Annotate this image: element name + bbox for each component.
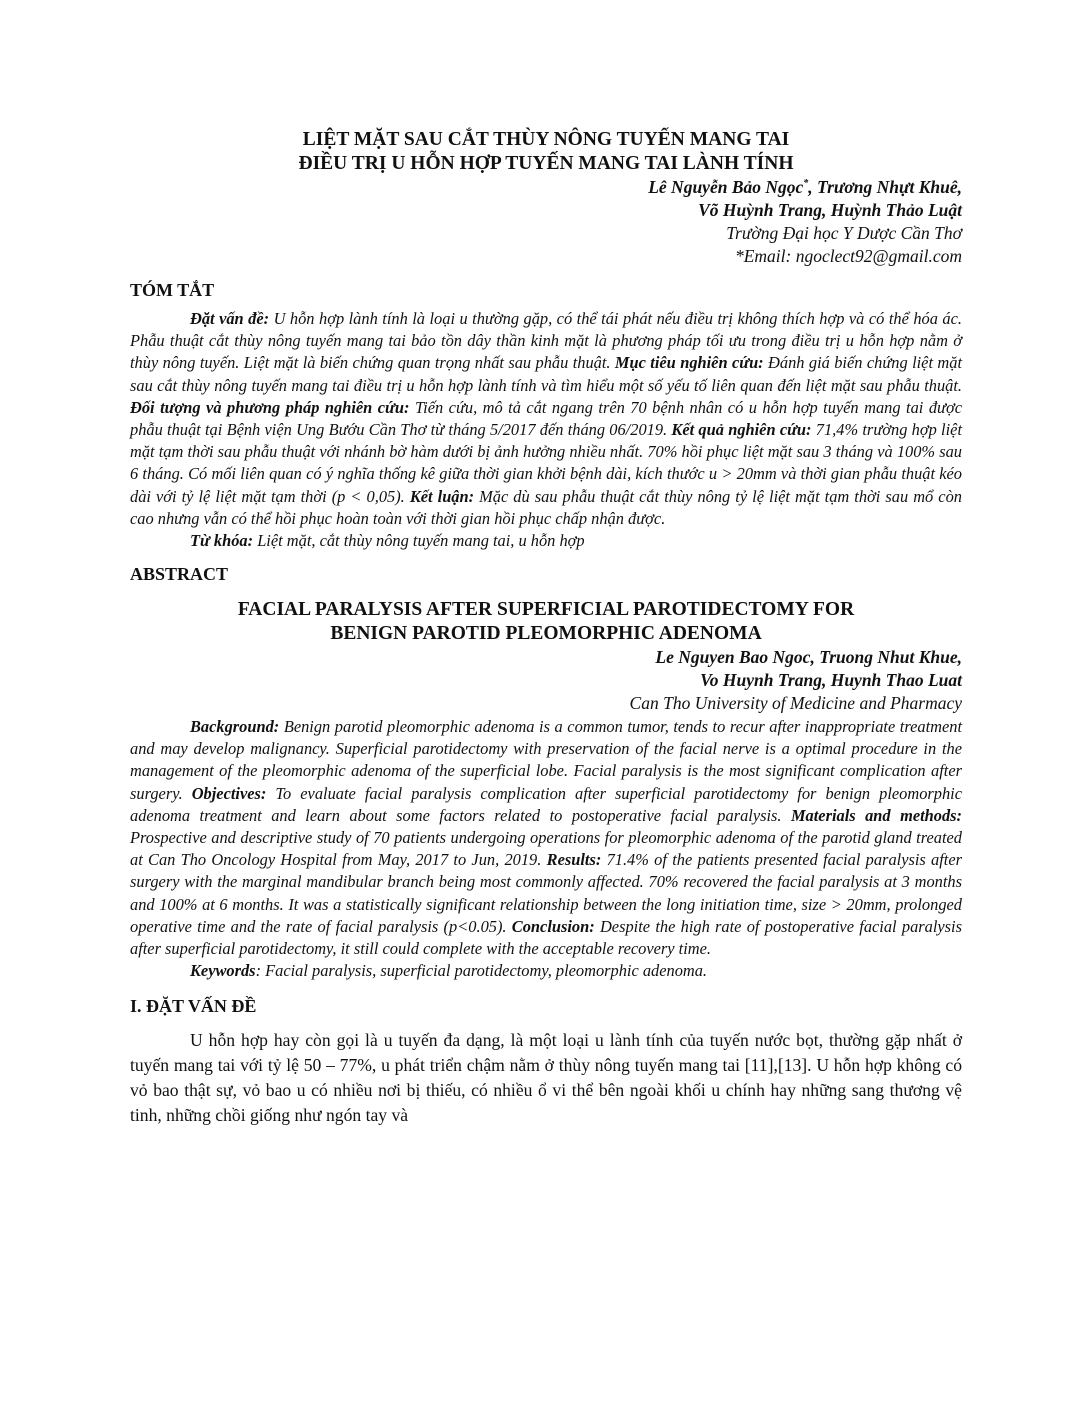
en-title bbox=[130, 598, 962, 646]
vn-conclusion-text: Mặc dù sau phẫu thuật cắt thùy nông tỷ lệ liệt mặt tạm thời sau mổ còn cao nhưng vẫn có thể hồi phục hoàn toàn với thời gian hồi phục chấp nhận được. bbox=[130, 486, 962, 528]
en-authors-line1: Le Nguyen Bao Ngoc, Truong Nhut Khue, bbox=[655, 647, 962, 668]
en-methods-label: Materials and methods: bbox=[790, 805, 962, 825]
en-abstract-paragraph bbox=[130, 716, 962, 960]
vn-background-text: U hỗn hợp lành tính là loại u thường gặp, có thể tái phát nếu điều trị không thích hợp và có thể hóa ác. Phẫu thuật cắt thùy nông tuyến mang tai bảo tồn dây thần kinh mặt là phương pháp tối ưu trong điều trị u hỗn hợp nằm ở thùy nông tuyến. Liệt mặt là biến chứng quan trọng nhất sau phẫu thuật. bbox=[130, 309, 962, 373]
vn-abstract-paragraph bbox=[130, 308, 962, 530]
vn-conclusion-label: Kết luận: bbox=[409, 486, 475, 506]
vn-objectives-label: Mục tiêu nghiên cứu: bbox=[614, 353, 764, 373]
summary-heading: TÓM TẮT bbox=[130, 280, 215, 300]
en-results-label: Results: bbox=[546, 850, 602, 870]
vn-methods-text: Tiến cứu, mô tả cắt ngang trên 70 bệnh nhân có u hỗn hợp tuyến mang tai được phẫu thuật tại Bệnh viện Ung Bướu Cần Thơ từ tháng 5/2017 đến tháng 06/2019. bbox=[130, 397, 962, 440]
en-conclusion-text: Despite the high rate of postoperative facial paralysis after superficial parotidectomy, it still could complete with the acceptable recovery time. bbox=[130, 916, 962, 959]
vn-keywords bbox=[130, 530, 962, 552]
corresponding-mark: * bbox=[803, 178, 809, 190]
en-title-line2: BENIGN PAROTID PLEOMORPHIC ADENOMA bbox=[330, 623, 762, 645]
en-background-label: Background: bbox=[190, 717, 280, 737]
en-methods-text: Prospective and descriptive study of 70 patients undergoing operations for pleomorphic adenoma of the parotid gland treated at Can Tho Oncology Hospital from May, 2017 to Jun, 2019. bbox=[130, 828, 962, 870]
en-authors bbox=[130, 646, 962, 692]
vn-authors bbox=[130, 176, 962, 222]
en-keywords-label: Keywords bbox=[190, 961, 256, 981]
paper-page bbox=[130, 128, 962, 1128]
en-affiliation: Can Tho University of Medicine and Pharmacy bbox=[629, 693, 962, 714]
vn-title bbox=[130, 128, 962, 176]
vn-methods-label: Đối tượng và phương pháp nghiên cứu: bbox=[130, 397, 410, 417]
en-objectives-label: Objectives: bbox=[191, 783, 267, 803]
en-keywords bbox=[130, 960, 962, 982]
vn-authors-rest: , Trương Nhựt Khuê, bbox=[808, 177, 962, 197]
en-authors-line2: Vo Huynh Trang, Huynh Thao Luat bbox=[700, 670, 962, 691]
vn-authors-line2: Võ Huỳnh Trang, Huỳnh Thảo Luật bbox=[698, 200, 962, 220]
vn-title-line1: LIỆT MẶT SAU CẮT THÙY NÔNG TUYẾN MANG TAI bbox=[302, 129, 790, 150]
vn-results-label: Kết quả nghiên cứu: bbox=[671, 420, 812, 440]
vn-title-line2: ĐIỀU TRỊ U HỖN HỢP TUYẾN MANG TAI LÀNH TÍNH bbox=[298, 153, 794, 174]
en-results-text: 71.4% of the patients presented facial paralysis after surgery with the marginal mandibular branch being most commonly affected. 70% recovered the facial paralysis at 3 months and 100% at 6 months. It was a statistically significant relationship between the long initiation time, size > 20mm, prolonged operative time and the rate of facial paralysis (p<0.05). bbox=[130, 850, 963, 936]
vn-keywords-text: Liệt mặt, cắt thùy nông tuyến mang tai, u hỗn hợp bbox=[253, 531, 585, 551]
en-keywords-text: : Facial paralysis, superficial parotidectomy, pleomorphic adenoma. bbox=[255, 961, 708, 981]
intro-paragraph: U hỗn hợp hay còn gọi là u tuyến đa dạng, là một loại u lành tính của tuyến nước bọt, thường gặp nhất ở tuyến mang tai với tỷ lệ 50 – 77%, u phát triển chậm nằm ở thùy nông tuyến mang tai [11],[13]. U hỗn hợp không có vỏ bao thật sự, vỏ bao u có nhiều nơi bị thiếu, có nhiều ổ vi thể bên ngoài khối u chính hay những sang thương vệ tinh, những chồi giống như ngón tay và bbox=[130, 1030, 962, 1126]
en-conclusion-label: Conclusion: bbox=[511, 916, 595, 936]
vn-results-text: 71,4% trường hợp liệt mặt tạm thời sau phẫu thuật với nhánh bờ hàm dưới bị ảnh hưởng nhiều nhất. 70% hồi phục liệt mặt sau 3 tháng và 100% sau 6 tháng. Có mối liên quan có ý nghĩa thống kê giữa thời gian khởi bệnh dài, kích thước u > 20mm và thời gian phẫu thuật kéo dài với tỷ lệ liệt mặt tạm thời (p < 0,05). bbox=[130, 420, 962, 506]
en-title-line1: FACIAL PARALYSIS AFTER SUPERFICIAL PAROTIDECTOMY FOR bbox=[237, 599, 855, 621]
en-objectives-text: To evaluate facial paralysis complication after superficial parotidectomy for benign pleomorphic adenoma treatment and learn about some factors related to postoperative facial paralysis. bbox=[130, 783, 962, 825]
vn-email: *Email: ngoclect92@gmail.com bbox=[734, 246, 962, 266]
vn-author-1: Lê Nguyễn Bảo Ngọc bbox=[648, 177, 804, 197]
vn-affiliation: Trường Đại học Y Dược Cần Thơ bbox=[726, 223, 962, 243]
vn-keywords-label: Từ khóa: bbox=[190, 531, 254, 551]
vn-objectives-text: Đánh giá biến chứng liệt mặt sau cắt thùy nông tuyến mang tai điều trị u hỗn hợp lành tính và tìm hiểu một số yếu tố liên quan đến liệt mặt sau phẫu thuật. bbox=[130, 353, 963, 395]
abstract-heading: ABSTRACT bbox=[130, 564, 229, 585]
vn-background-label: Đặt vấn đề: bbox=[190, 309, 270, 328]
intro-heading: I. ĐẶT VẤN ĐỀ bbox=[130, 996, 257, 1017]
en-background-text: Benign parotid pleomorphic adenoma is a common tumor, tends to recur after inappropriate treatment and may develop malignancy. Superficial parotidectomy with preservation of the facial nerve is a optimal procedure in the management of the pleomorphic adenoma of the superficial lobe. Facial paralysis is the most significant complication after surgery. bbox=[130, 717, 962, 803]
